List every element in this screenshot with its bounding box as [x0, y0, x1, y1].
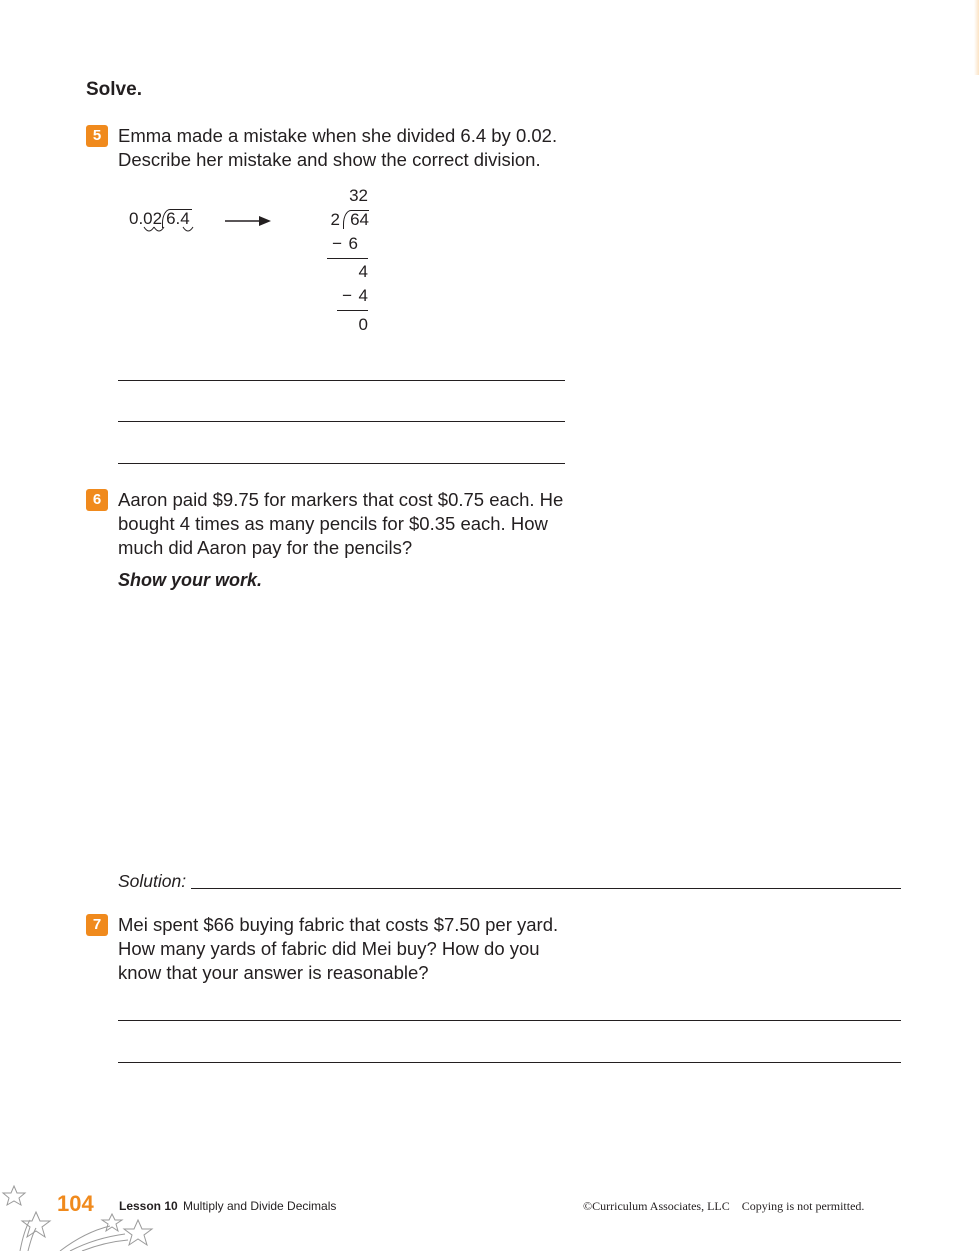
- arc-2: [154, 227, 164, 231]
- solution-line[interactable]: [191, 888, 901, 889]
- answer-line[interactable]: [118, 380, 565, 381]
- lesson-title: Multiply and Divide Decimals: [183, 1199, 337, 1213]
- decimal-move-arcs: [140, 224, 200, 238]
- work-divisor: 2: [330, 210, 340, 229]
- arc-1: [144, 227, 154, 231]
- show-work-label: Show your work.: [118, 570, 263, 590]
- question-5-line: Describe her mistake and show the correct division.: [118, 149, 541, 170]
- question-7-line: Mei spent $66 buying fabric that costs $7.50 per yard.: [118, 914, 559, 935]
- subtract-2: 4: [358, 286, 368, 305]
- work-rule-1: [327, 258, 368, 259]
- work-dividend: 64: [343, 210, 369, 229]
- quotient: 32: [349, 186, 368, 205]
- emma-divisor: 0.02: [129, 209, 163, 228]
- remainder-1: 4: [358, 262, 368, 281]
- question-6-line: Aaron paid $9.75 for markers that cost $0.75 each. He: [118, 489, 564, 510]
- minus-sign: −: [342, 286, 352, 305]
- arc-3: [183, 227, 193, 231]
- answer-line[interactable]: [118, 1020, 901, 1021]
- work-rule-2: [337, 310, 368, 311]
- solution-label: Solution:: [118, 871, 187, 891]
- question-5-line: Emma made a mistake when she divided 6.4 by 0.02.: [118, 125, 558, 146]
- question-6-line: bought 4 times as many pencils for $0.35 each. How: [118, 513, 548, 534]
- copyright-notice: ©Curriculum Associates, LLC Copying is not permitted.: [583, 1199, 865, 1213]
- minus-sign: −: [332, 234, 342, 253]
- final-remainder: 0: [358, 315, 368, 334]
- question-7-text: [118, 913, 578, 985]
- section-heading: Solve.: [86, 79, 142, 100]
- answer-line[interactable]: [118, 463, 565, 464]
- arrow-icon: [225, 214, 275, 228]
- page-edge-tab: [974, 0, 979, 75]
- question-6-line: much did Aaron pay for the pencils?: [118, 537, 413, 558]
- lesson-label: Lesson 10: [119, 1199, 178, 1213]
- page-number: 104: [57, 1191, 94, 1216]
- question-7-badge: 7: [86, 914, 108, 936]
- question-7-line: know that your answer is reasonable?: [118, 962, 429, 983]
- question-7-line: How many yards of fabric did Mei buy? How do you: [118, 938, 540, 959]
- question-6-text: [118, 488, 578, 560]
- answer-line[interactable]: [118, 421, 565, 422]
- division-bracket: 6.4: [162, 209, 192, 228]
- answer-line[interactable]: [118, 1062, 901, 1063]
- question-5-badge: 5: [86, 125, 108, 147]
- question-6-badge: 6: [86, 489, 108, 511]
- subtract-1: 6: [348, 234, 358, 253]
- question-5-text: [118, 124, 578, 172]
